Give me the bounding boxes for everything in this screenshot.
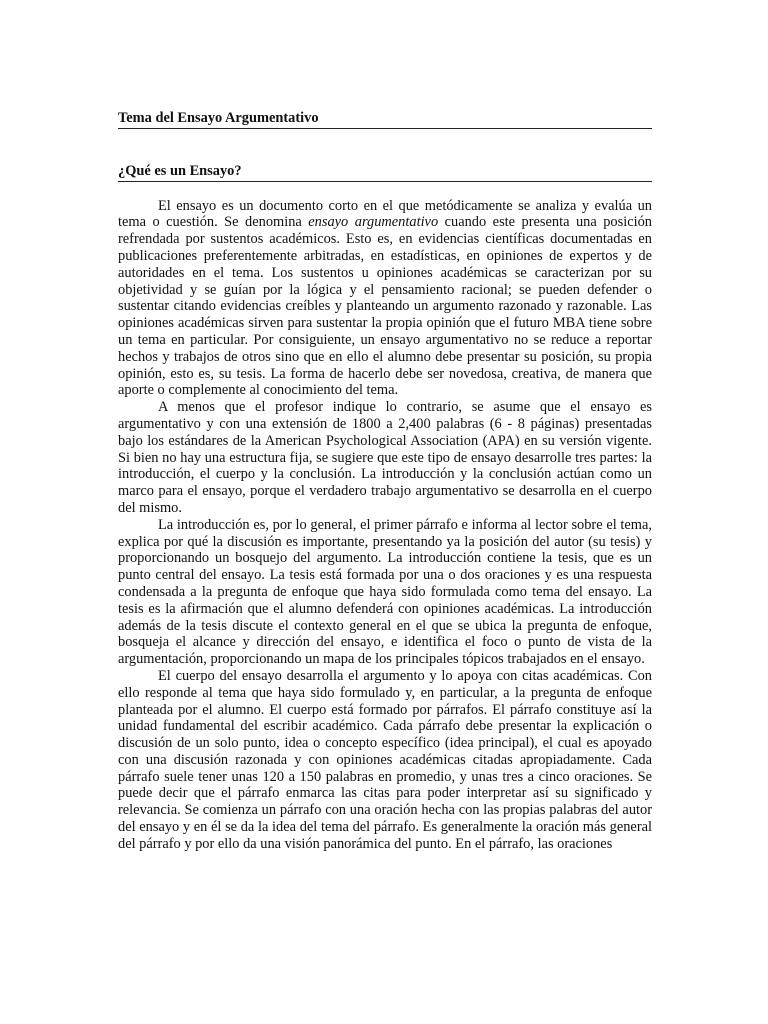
paragraph-1-text-b: cuando este presenta una posición refrendada por sustentos académicos. Esto es, en evidencias científicas documentadas en publicaciones preferentemente arbitradas, en estadísticas, en opiniones de expertos y de autoridades en el tema. Los sustentos u opiniones académicas se caracterizan por su objetividad y se guían por la lógica y el pensamiento racional; se pueden defender o sustentar citando evidencias creíbles y planteando un argumento razonado y razonable. Las opiniones académicas sirven para sustentar la propia opinión que el futuro MBA tiene sobre un tema en particular. Por consiguiente, un ensayo argumentativo no se reduce a reportar hechos y trabajos de otros sino que en ello el alumno debe presentar su posición, su propia opinión, esto es, su tesis. La forma de hacerlo debe ser novedosa, creativa, de manera que aporte o complemente al conocimiento del tema. — [118, 214, 653, 399]
paragraph-4: El cuerpo del ensayo desarrolla el argumento y lo apoya con citas académicas. Con ello responde al tema que haya sido formulado y, en particular, a la pregunta de enfoque planteada por el alumno. El cuerpo está formado por párrafos. El párrafo constituye así la unidad fundamental del escribir académico. Cada párrafo debe presentar la explicación o discusión de un solo punto, idea o concepto específico (idea principal), el cual es apoyado con una discusión razonada y con opiniones académicas citadas apropiadamente. Cada párrafo suele tener unas 120 a 150 palabras en promedio, y unas tres a cinco oraciones. Se puede decir que el párrafo enmarca las citas para poder interpretar así su significado y relevancia. Se comienza un párrafo con una oración hecha con las propias palabras del autor del ensayo y en él se da la idea del tema del párrafo. Es generalmente la oración más general del párrafo y por ello da una visión panorámica del punto. En el párrafo, las oraciones — [118, 667, 652, 852]
document-title: Tema del Ensayo Argumentativo — [118, 110, 652, 129]
document-body — [118, 198, 652, 853]
paragraph-1-text-a: El ensayo es un documento corto en el que metódicamente se analiza y evalúa un tema o cuestión. Se denomina — [118, 197, 652, 231]
paragraph-1 — [118, 198, 652, 400]
section-heading: ¿Qué es un Ensayo? — [118, 163, 652, 182]
document-page — [118, 108, 652, 853]
paragraph-1-emphasis: ensayo argumentativo — [308, 214, 439, 231]
paragraph-2: A menos que el profesor indique lo contrario, se asume que el ensayo es argumentativo y con una extensión de 1800 a 2,400 palabras (6 - 8 páginas) presentadas bajo los estándares de la American Psychological Association (APA) en su versión vigente. Si bien no hay una estructura fija, se sugiere que este tipo de ensayo desarrolle tres partes: la introducción, el cuerpo y la conclusión. La introducción y la conclusión actúan como un marco para el ensayo, porque el verdadero trabajo argumentativo se desarrolla en el cuerpo del mismo. — [118, 399, 652, 516]
paragraph-3: La introducción es, por lo general, el primer párrafo e informa al lector sobre el tema, explica por qué la discusión es importante, presentando ya la posición del autor (su tesis) y proporcionando un bosquejo del argumento. La introducción contiene la tesis, que es un punto central del ensayo. La tesis está formada por una o dos oraciones y es una respuesta condensada a la pregunta de enfoque que haya sido formulada como tema del ensayo. La tesis es la afirmación que el alumno defenderá con opiniones académicas. La introducción además de la tesis discute el contexto general en el que se ubica la pregunta de enfoque, bosqueja el alcance y dirección del ensayo, e identifica el foco o punto de vista de la argumentación, proporcionando un mapa de los principales tópicos trabajados en el ensayo. — [118, 516, 652, 668]
